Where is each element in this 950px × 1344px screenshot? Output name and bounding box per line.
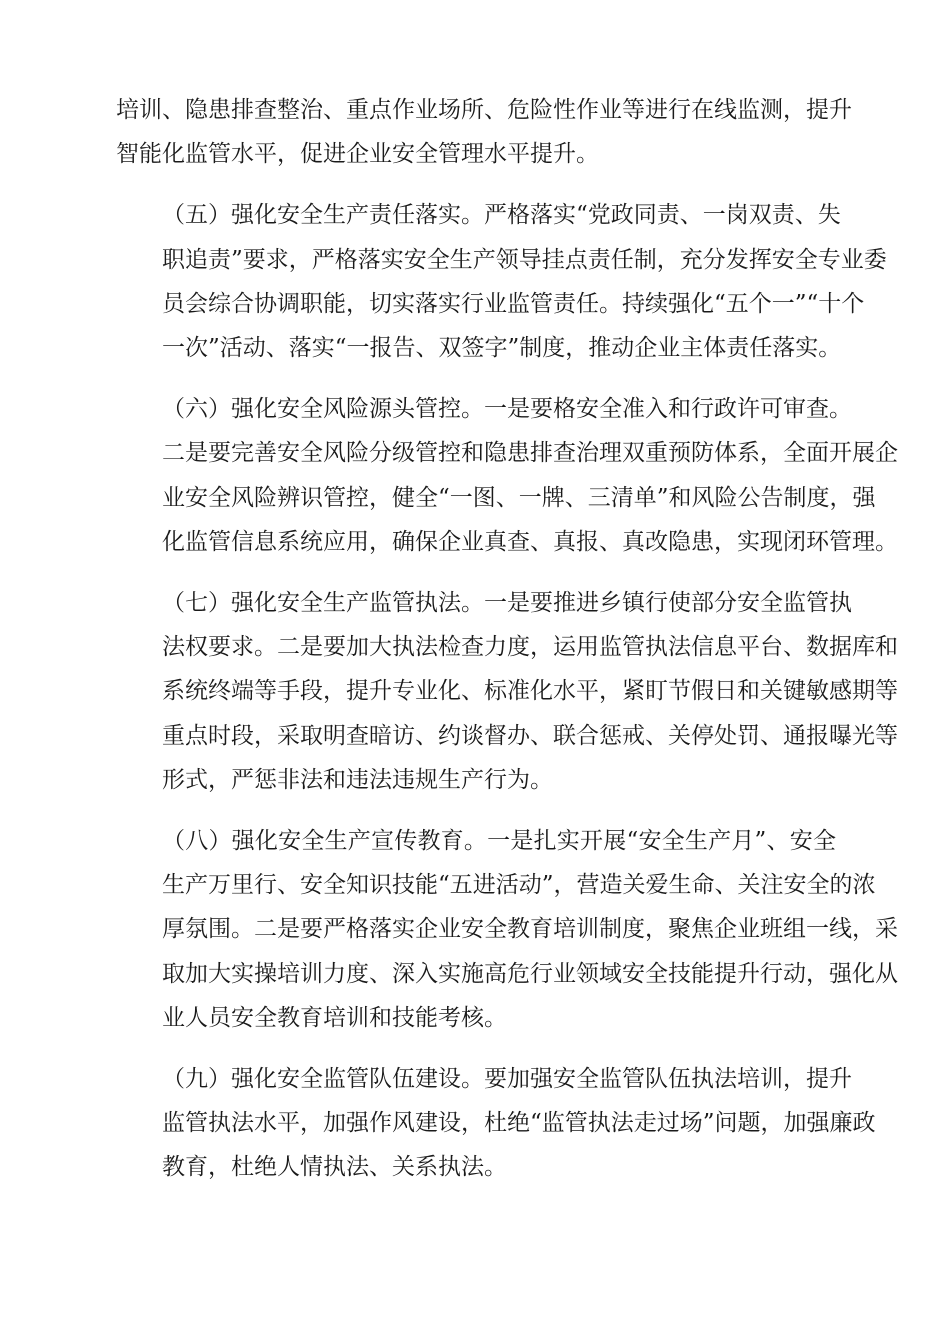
paragraph-line: （九）强化安全监管队伍建设。要加强安全监管队伍执法培训，提升	[162, 1066, 852, 1093]
paragraph-item-5	[116, 193, 887, 370]
paragraph-item-7	[116, 581, 898, 802]
paragraph-line: 重点时段，采取明查暗访、约谈督办、联合惩戒、关停处罚、通报曝光等	[162, 722, 898, 749]
paragraph-line: 智能化监管水平，促进企业安全管理水平提升。	[116, 141, 599, 168]
paragraph-line: 教育，杜绝人情执法、关系执法。	[162, 1154, 507, 1181]
paragraph-line: 法权要求。二是要加大执法检查力度，运用监管执法信息平台、数据库和	[162, 634, 898, 661]
paragraph-line: 厚氛围。二是要严格落实企业安全教育培训制度，聚焦企业班组一线，采	[162, 916, 898, 943]
paragraph-line: 监管执法水平，加强作风建设，杜绝“监管执法走过场”问题，加强廉政	[162, 1110, 876, 1137]
paragraph-line: 生产万里行、安全知识技能“五进活动”，营造关爱生命、关注安全的浓	[162, 872, 876, 899]
paragraph-line: 业安全风险辨识管控，健全“一图、一牌、三清单”和风险公告制度，强	[162, 484, 876, 511]
paragraph-item-9	[116, 1057, 876, 1190]
paragraph-line: （五）强化安全生产责任落实。严格落实“党政同责、一岗双责、失	[162, 202, 841, 229]
paragraph-line: 员会综合协调职能，切实落实行业监管责任。持续强化“五个一”“十个	[162, 290, 865, 317]
paragraph-item-6	[116, 387, 898, 564]
paragraph-line: 培训、隐患排查整治、重点作业场所、危险性作业等进行在线监测，提升	[116, 97, 852, 123]
paragraph-line: 业人员安全教育培训和技能考核。	[162, 1004, 507, 1031]
paragraph-line: 二是要完善安全风险分级管控和隐患排查治理双重预防体系，全面开展企	[162, 440, 898, 467]
paragraph-line: （六）强化安全风险源头管控。一是要格安全准入和行政许可审查。	[162, 396, 852, 423]
paragraph-line: （七）强化安全生产监管执法。一是要推进乡镇行使部分安全监管执	[162, 590, 852, 617]
paragraph-line: 化监管信息系统应用，确保企业真查、真报、真改隐患，实现闭环管理。	[162, 528, 898, 555]
paragraph-line: 系统终端等手段，提升专业化、标准化水平，紧盯节假日和关键敏感期等	[162, 678, 898, 705]
paragraph-continued	[116, 88, 852, 176]
paragraph-item-8	[116, 819, 898, 1040]
paragraph-line: 取加大实操培训力度、深入实施高危行业领域安全技能提升行动，强化从	[162, 960, 898, 987]
paragraph-line: 职追责”要求，严格落实安全生产领导挂点责任制，充分发挥安全专业委	[162, 246, 887, 273]
paragraph-line: （八）强化安全生产宣传教育。一是扎实开展“安全生产月”、安全	[162, 828, 836, 855]
document-body	[116, 88, 898, 1207]
paragraph-line: 一次”活动、落实“一报告、双签字”制度，推动企业主体责任落实。	[162, 335, 842, 362]
paragraph-line: 形式，严惩非法和违法违规生产行为。	[162, 766, 553, 793]
